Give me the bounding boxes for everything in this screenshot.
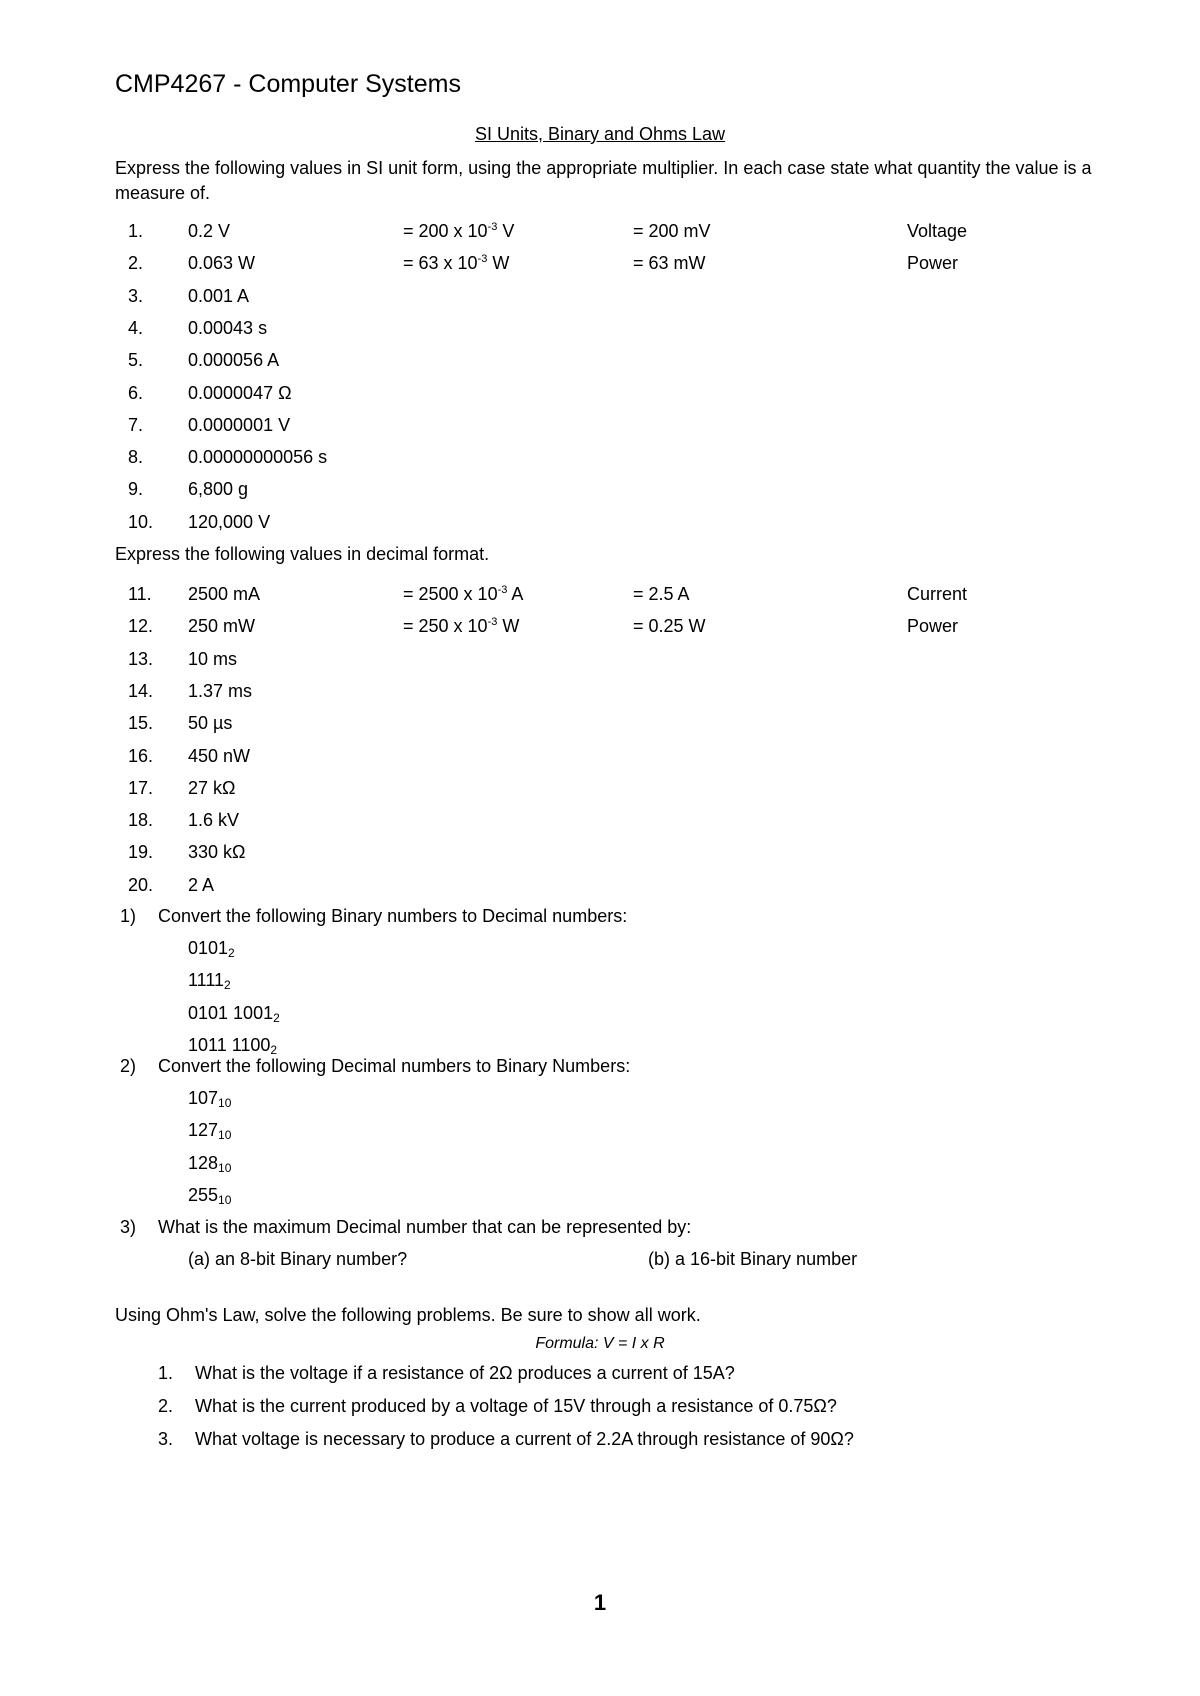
item-number: 6. xyxy=(128,382,144,403)
item-prefixed-form: = 0.25 W xyxy=(633,616,706,637)
item-number: 8. xyxy=(128,447,144,468)
item-value: 450 nW xyxy=(188,745,251,766)
list-item xyxy=(0,221,1200,251)
item-number: 10. xyxy=(128,511,154,532)
list-item xyxy=(0,584,1200,614)
number-item xyxy=(188,1003,280,1025)
list-item xyxy=(0,318,1200,348)
question-text: Convert the following Decimal numbers to Binary Numbers: xyxy=(158,1056,631,1076)
problem-number: 3. xyxy=(158,1429,174,1449)
item-value: 330 kΩ xyxy=(188,842,246,863)
question-text: What is the maximum Decimal number that can be represented by: xyxy=(158,1217,692,1237)
list-item xyxy=(0,681,1200,711)
item-prefixed-form: = 2.5 A xyxy=(633,584,690,604)
question-text: Convert the following Binary numbers to Decimal numbers: xyxy=(158,906,628,926)
number-value: 1111 xyxy=(188,970,225,991)
item-value: 27 kΩ xyxy=(188,777,236,798)
document-subtitle: SI Units, Binary and Ohms Law xyxy=(474,124,726,144)
item-quantity: Current xyxy=(907,584,968,604)
si-instructions: Express the following values in SI unit form, using the appropriate multiplier. In each case state what quantity the value is a measure of. xyxy=(115,158,1092,203)
scientific-mantissa: = 2500 x 10 xyxy=(403,584,498,604)
page-number: 1 xyxy=(593,1590,607,1615)
document-title: CMP4267 - Computer Systems xyxy=(115,70,461,98)
scientific-exponent: -3 xyxy=(477,253,488,266)
item-number: 16. xyxy=(128,745,154,766)
problem-number: 2. xyxy=(158,1396,174,1416)
scientific-unit: W xyxy=(497,616,520,637)
item-value: 120,000 V xyxy=(188,511,271,532)
scientific-exponent: -3 xyxy=(487,221,498,233)
option-b: (b) a 16-bit Binary number xyxy=(648,1249,858,1269)
list-item xyxy=(0,286,1200,316)
scientific-exponent: -3 xyxy=(497,584,508,596)
item-number: 20. xyxy=(128,874,154,895)
list-item xyxy=(0,875,1200,905)
list-item xyxy=(0,616,1200,646)
list-item xyxy=(0,383,1200,413)
scientific-mantissa: = 63 x 10 xyxy=(403,253,478,274)
scientific-mantissa: = 250 x 10 xyxy=(403,616,488,637)
problem-number: 1. xyxy=(158,1363,174,1383)
number-item xyxy=(188,938,235,960)
item-value: 10 ms xyxy=(188,648,238,669)
item-scientific-form xyxy=(403,616,519,637)
ohm-problem xyxy=(0,1396,1200,1426)
option-a: (a) an 8-bit Binary number? xyxy=(188,1249,408,1269)
ohm-problem xyxy=(0,1363,1200,1393)
item-value: 2 A xyxy=(188,874,215,895)
item-value: 1.6 kV xyxy=(188,810,240,831)
number-base: 10 xyxy=(218,1192,232,1207)
item-number: 9. xyxy=(128,479,144,500)
ohms-law-formula: Formula: V = I x R xyxy=(535,1335,665,1352)
list-item xyxy=(0,350,1200,380)
list-item xyxy=(0,810,1200,840)
number-item xyxy=(188,1120,231,1142)
item-number: 1. xyxy=(128,221,144,241)
scientific-unit: A xyxy=(507,584,524,604)
scientific-unit: W xyxy=(487,253,510,274)
item-scientific-form xyxy=(403,584,523,605)
question-max-decimal xyxy=(0,1217,1200,1247)
list-item xyxy=(0,746,1200,776)
decimal-instructions: Express the following values in decimal format. xyxy=(115,544,490,564)
item-value: 0.000056 A xyxy=(188,350,280,371)
number-value: 1011 1100 xyxy=(188,1034,271,1055)
item-value: 0.00000000056 s xyxy=(188,447,328,468)
question-max-decimal-options xyxy=(0,1249,1200,1279)
item-scientific-form xyxy=(403,253,509,274)
number-item xyxy=(188,1153,231,1175)
item-value: 50 µs xyxy=(188,713,233,734)
number-value: 255 xyxy=(188,1184,219,1205)
item-number: 7. xyxy=(128,414,144,435)
list-item xyxy=(0,479,1200,509)
list-item xyxy=(0,415,1200,445)
item-number: 15. xyxy=(128,713,154,734)
number-value: 127 xyxy=(188,1120,219,1141)
number-base: 2 xyxy=(224,978,231,993)
list-item xyxy=(0,778,1200,808)
number-base: 2 xyxy=(270,1042,278,1057)
list-item xyxy=(0,713,1200,743)
item-value: 0.063 W xyxy=(188,253,256,274)
item-number: 19. xyxy=(128,842,154,863)
scientific-exponent: -3 xyxy=(487,616,498,629)
number-item xyxy=(188,1185,231,1207)
item-quantity: Power xyxy=(907,616,959,637)
number-value: 128 xyxy=(188,1152,219,1173)
item-value: 0.00043 s xyxy=(188,317,268,338)
item-number: 17. xyxy=(128,777,154,798)
list-item xyxy=(0,649,1200,679)
question-label: 3) xyxy=(120,1217,137,1237)
item-value: 6,800 g xyxy=(188,479,249,500)
list-item xyxy=(0,512,1200,542)
item-number: 14. xyxy=(128,680,154,701)
item-number: 3. xyxy=(128,285,144,306)
item-prefixed-form: = 63 mW xyxy=(633,253,706,274)
question-label: 2) xyxy=(120,1056,137,1076)
number-value: 107 xyxy=(188,1088,219,1108)
number-item xyxy=(188,970,231,992)
number-value: 0101 1001 xyxy=(188,1002,274,1023)
problem-text: What is the current produced by a voltage of 15V through a resistance of 0.75Ω? xyxy=(195,1396,837,1416)
number-base: 10 xyxy=(218,1096,232,1110)
number-item xyxy=(188,1035,277,1057)
problem-text: What is the voltage if a resistance of 2Ω produces a current of 15A? xyxy=(195,1363,735,1383)
item-value: 2500 mA xyxy=(188,584,261,604)
number-value: 0101 xyxy=(188,938,229,958)
item-value: 250 mW xyxy=(188,616,256,637)
item-value: 0.2 V xyxy=(188,221,231,241)
item-value: 0.0000047 Ω xyxy=(188,382,292,403)
item-value: 0.0000001 V xyxy=(188,414,291,435)
scientific-unit: V xyxy=(497,221,515,241)
number-base: 10 xyxy=(218,1160,232,1175)
number-base: 10 xyxy=(218,1128,232,1143)
problem-text: What voltage is necessary to produce a current of 2.2A through resistance of 90Ω? xyxy=(195,1429,854,1449)
item-number: 13. xyxy=(128,648,154,669)
list-item xyxy=(0,447,1200,477)
number-base: 2 xyxy=(273,1010,280,1025)
number-base: 2 xyxy=(228,946,235,960)
question-decimal-to-binary xyxy=(0,1056,1200,1086)
item-scientific-form xyxy=(403,221,514,242)
list-item xyxy=(0,253,1200,283)
question-label: 1) xyxy=(120,906,137,926)
item-number: 18. xyxy=(128,810,154,831)
item-prefixed-form: = 200 mV xyxy=(633,221,711,241)
number-item xyxy=(188,1088,231,1110)
item-quantity: Voltage xyxy=(907,221,968,241)
item-number: 2. xyxy=(128,253,144,274)
item-quantity: Power xyxy=(907,253,959,274)
item-value: 1.37 ms xyxy=(188,680,253,701)
question-binary-to-decimal xyxy=(0,906,1200,936)
item-number: 5. xyxy=(128,350,144,371)
ohm-problem xyxy=(0,1429,1200,1459)
item-value: 0.001 A xyxy=(188,285,250,306)
item-number: 4. xyxy=(128,317,144,338)
list-item xyxy=(0,842,1200,872)
item-number: 11. xyxy=(128,584,152,604)
item-number: 12. xyxy=(128,616,154,637)
scientific-mantissa: = 200 x 10 xyxy=(403,221,488,241)
ohms-law-instructions: Using Ohm's Law, solve the following problems. Be sure to show all work. xyxy=(115,1305,701,1325)
